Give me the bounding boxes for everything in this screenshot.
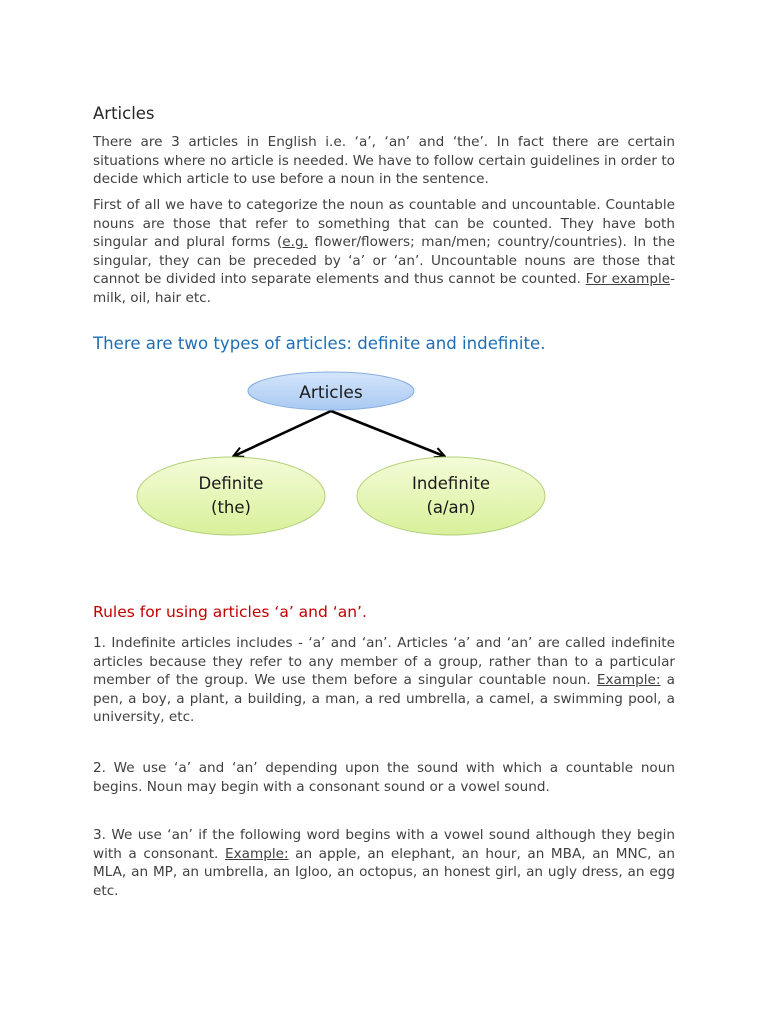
arrow-to-definite — [234, 411, 331, 456]
node-articles-label: Articles — [299, 383, 363, 403]
node-indefinite — [357, 457, 545, 535]
node-definite — [137, 457, 325, 535]
node-definite-sub: (the) — [211, 498, 251, 517]
node-articles — [248, 372, 414, 410]
rule-1-examples: a pen, a boy, a plant, a building, a man, a red umbrella, a camel, a swimming pool, a university, etc. — [93, 672, 675, 726]
rule-3-text: 3. We use ‘an’ if the following word begins with a vowel sound although they begin with a consonant. — [93, 827, 675, 862]
node-indefinite-label: Indefinite — [411, 474, 491, 493]
intro-paragraph-1: There are 3 articles in English i.e. ‘a’, ‘an’ and ‘the’. In fact there are certain situations where no article is needed. We have to follow certain guidelines in order to decide which article to use before a noun in the sentence. — [93, 134, 675, 188]
types-heading: There are two types of articles: definite and indefinite. — [93, 334, 546, 353]
rules-heading: Rules for using articles ‘a’ and ‘an’. — [93, 603, 367, 621]
rule-3-example-label: Example: — [224, 845, 289, 862]
node-indefinite-sub: (a/an) — [426, 498, 476, 517]
heading-articles: Articles — [93, 104, 155, 123]
node-definite-label: Definite — [198, 474, 264, 493]
p2-text-mid: flower/flowers; man/men; country/countries). In the singular, they can be preceded by ‘a’ or ‘an’. Uncountable nouns are those that cannot be divided into separate elements and thus cannot be counted. — [93, 234, 675, 288]
rule-1 — [93, 634, 675, 727]
p2-text-end: - milk, oil, hair etc. — [93, 271, 675, 306]
p2-text-start: First of all we have to categorize the noun as countable and uncountable. Countable nouns are those that refer to something that can be counted. They have both singular and plural forms ( — [93, 197, 675, 251]
rule-1-text: 1. Indefinite articles includes - ‘a’ and ‘an’. Articles ‘a’ and ‘an’ are called indefinite articles because they refer to any member of a group, rather than to a particular member of the group. We use them before a singular countable noun. — [93, 635, 675, 689]
rule-3-examples: an apple, an elephant, an hour, an MBA, an MNC, an MLA, an MP, an umbrella, an Igloo, an octopus, an honest girl, an ugly dress, an egg etc. — [93, 845, 675, 899]
rule-3 — [93, 826, 675, 900]
for-example-link: For example — [585, 271, 671, 288]
eg-link: e.g. — [282, 234, 308, 251]
rule-2: 2. We use ‘a’ and ‘an’ depending upon the sound with which a countable noun begins. Noun may begin with a consonant sound or a vowel sound. — [93, 760, 675, 795]
rule-1-example-label: Example: — [596, 672, 661, 689]
arrow-to-indefinite — [331, 411, 444, 456]
